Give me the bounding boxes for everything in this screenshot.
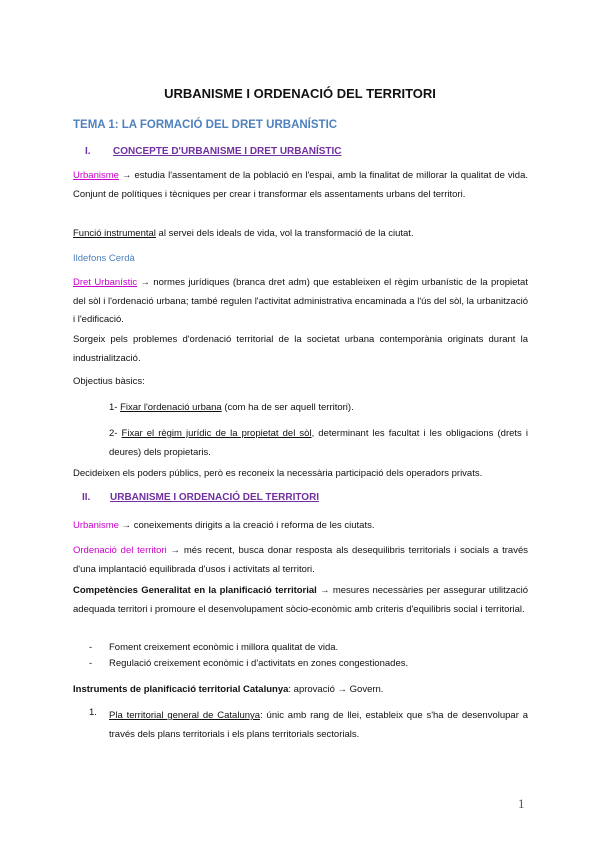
objective-term: Fixar l'ordenació urbana	[120, 402, 222, 413]
objective-prefix: 2-	[109, 428, 122, 439]
paragraph-urbanisme	[73, 167, 528, 204]
term-funcio-instrumental: Funció instrumental	[73, 228, 156, 239]
term-urbanisme: Urbanisme	[73, 520, 119, 531]
item-text: : únic amb rang de llei, estableix que s'ha de desenvolupar a través dels plans territorials i els plans territorials sectorials.	[109, 710, 528, 740]
objective-2	[109, 425, 528, 462]
paragraph-sorgeix: Sorgeix pels problemes d'ordenació territorial de la societat urbana contemporània originats durant la industrialització.	[73, 334, 528, 364]
bullet-marker: -	[89, 642, 93, 653]
paragraph-text: al servei dels ideals de vida, vol la transformació de la ciutat.	[155, 228, 414, 239]
paragraph-dret-urbanistic	[73, 274, 528, 330]
section-heading-2	[82, 492, 319, 503]
paragraph-urbanisme-2	[73, 517, 528, 536]
paragraph-decideixen: Decideixen els poders públics, però es reconeix la necessària participació dels operadors privats.	[73, 468, 483, 479]
numbered-item-1	[109, 707, 528, 744]
page-number: 1	[518, 796, 525, 811]
objective-term: Fixar el règim jurídic de la propietat del sòl	[121, 428, 312, 439]
tema-heading: TEMA 1: LA FORMACIÓ DEL DRET URBANÍSTIC	[73, 119, 338, 131]
objective-prefix: 1-	[109, 402, 121, 413]
list-item	[89, 642, 338, 653]
term-dret-urbanistic: Dret Urbanístic	[73, 277, 138, 288]
paragraph-text: → coneixements dirigits a la creació i reforma de les ciutats.	[118, 520, 375, 531]
term-urbanisme: Urbanisme	[73, 170, 119, 181]
section-title: URBANISME I ORDENACIÓ DEL TERRITORI	[110, 492, 320, 503]
document-title: URBANISME I ORDENACIÓ DEL TERRITORI	[164, 86, 436, 101]
list-number: 1.	[89, 707, 97, 718]
paragraph-objectius: Objectius bàsics:	[73, 376, 145, 387]
list-item-text: Foment creixement econòmic i millora qualitat de vida.	[109, 642, 339, 653]
item-term: Pla territorial general de Catalunya	[109, 710, 261, 721]
paragraph-funcio	[73, 225, 528, 244]
paragraph-cerda: Ildefons Cerdà	[73, 253, 135, 264]
term-instruments: Instruments de planificació territorial Catalunya	[73, 684, 289, 695]
objective-1	[109, 399, 528, 418]
paragraph-text: → estudia l'assentament de la població en l'espai, amb la finalitat de millorar la qualitat de vida. Conjunt de polítiques i tècniques per crear i transformar els assentaments urbans del territori.	[73, 170, 528, 200]
objective-text: (com ha de ser aquell territori).	[221, 402, 354, 413]
term-ordenacio-territori: Ordenació del territori	[73, 545, 167, 556]
objective-text: , determinant les facultat i les obligacions (drets i deures) dels propietaris.	[109, 428, 528, 458]
section-title: CONCEPTE D'URBANISME I DRET URBANÍSTIC	[113, 146, 342, 157]
paragraph-text: : aprovació → Govern.	[288, 684, 384, 695]
paragraph-text: → normes jurídiques (branca dret adm) que estableixen el règim urbanístic de la propietat del sòl i l'ordenació urbana; també regulen l'activitat administrativa encaminada a l'ús del sòl, la urbanització i l'edificació.	[73, 277, 528, 325]
section-number: II.	[82, 492, 91, 503]
paragraph-competencies	[73, 582, 528, 619]
bullet-marker: -	[89, 658, 93, 669]
section-number: I.	[85, 146, 91, 157]
list-item	[89, 658, 408, 669]
paragraph-text: → més recent, busca donar resposta als desequilibris territorials i socials a través d'una implantació equilibrada d'usos i activitats al territori.	[73, 545, 528, 575]
list-item-text: Regulació creixement econòmic i d'activitats en zones congestionades.	[109, 658, 409, 669]
term-competencies: Competències Generalitat en la planificació territorial	[73, 585, 317, 596]
paragraph-text: → mesures necessàries per assegurar utilització adequada territori i promoure el desenvolupament sòcio-econòmic amb criteris d'equilibris social i territorial.	[73, 585, 528, 615]
paragraph-ordenacio	[73, 542, 528, 579]
paragraph-instruments	[73, 681, 528, 700]
section-heading-1	[85, 146, 342, 157]
